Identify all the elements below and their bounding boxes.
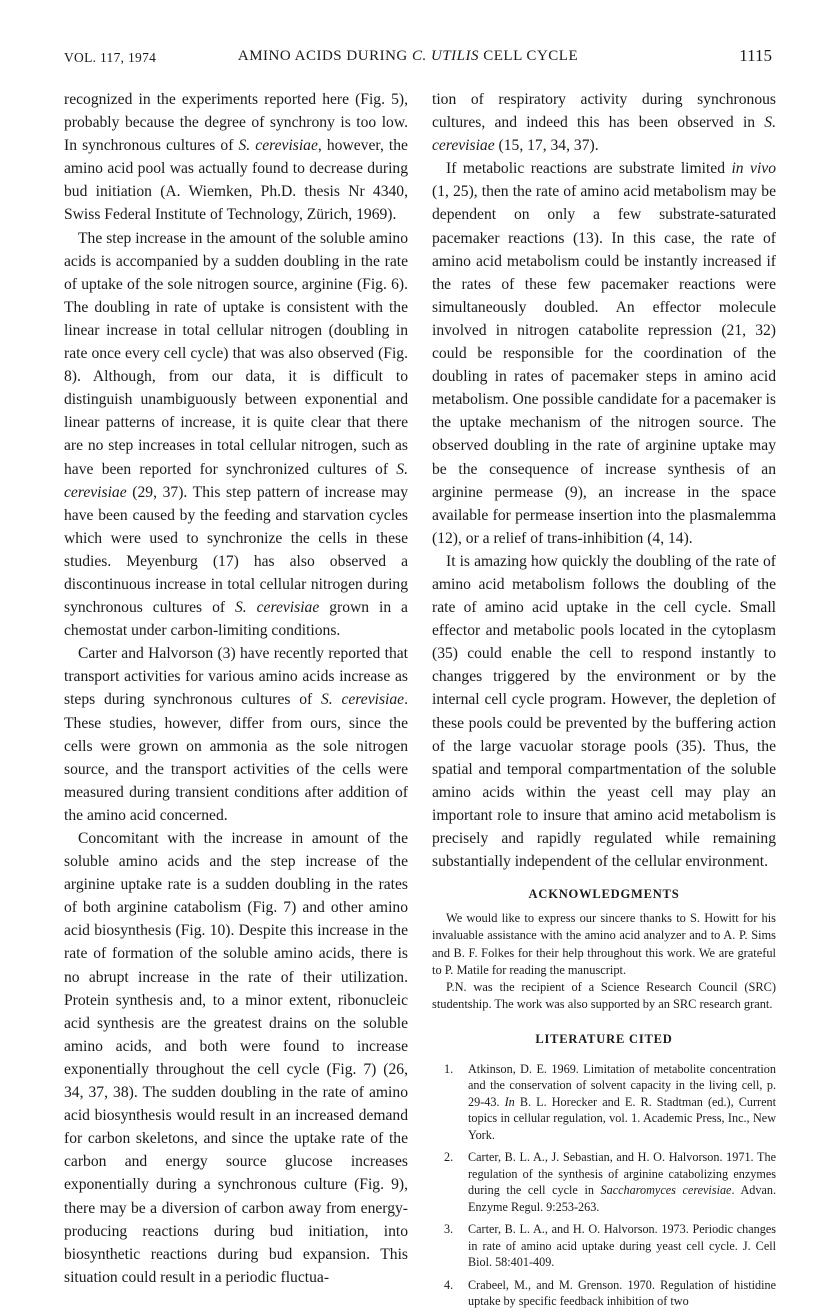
reference-list <box>432 1061 776 1310</box>
reference-item: 3. Carter, B. L. A., and H. O. Halvorson. 1973. Periodic changes in rate of amino acid uptake during yeast cell cycle. J. Cell Biol. 58:401-409. <box>444 1222 776 1270</box>
reference-item: 4. Crabeel, M., and M. Grenson. 1970. Regulation of histidine uptake by specific feedback inhibition of two <box>444 1277 776 1309</box>
page-number: 1115 <box>739 46 772 65</box>
ack-paragraph: P.N. was the recipient of a Science Research Council (SRC) studentship. The work was also supported by an SRC research grant. <box>432 980 776 1012</box>
left-column <box>64 88 408 1289</box>
paragraph: tion of respiratory activity during synchronous cultures, and indeed this has been observed in S. cerevisiae (15, 17, 34, 37). <box>432 91 776 155</box>
ack-paragraph: We would like to express our sincere thanks to S. Howitt for his invaluable assistance with the amino acid analyzer and to A. P. Sims and B. F. Folkes for their help throughout this work. We are grateful to P. Matile for reading the manuscript. <box>432 911 776 977</box>
paragraph: The step increase in the amount of the soluble amino acids is accompanied by a sudden doubling in the rate of uptake of the sole nitrogen source, arginine (Fig. 6). The doubling in rate of uptake is consistent with the linear increase in total cellular nitrogen (doubling in rate once every cell cycle) that was also observed (Fig. 8). Although, from our data, it is difficult to distinguish unambiguously between exponential and linear patterns of increase, it is quite clear that there are no step increases in total cellular nitrogen, such as have been reported for synchronized cultures of S. cerevisiae (29, 37). This step pattern of increase may have been caused by the feeding and starvation cycles which were used to synchronize the cells in these studies. Meyenburg (17) has also observed a discontinuous increase in total cellular nitrogen during synchronous cultures of S. cerevisiae grown in a chemostat under carbon-limiting conditions. <box>64 229 408 640</box>
journal-volume: VOL. 117, 1974 <box>64 50 157 65</box>
right-column <box>432 88 776 1316</box>
paragraph: Concomitant with the increase in amount of the soluble amino acids and the step increase of the arginine uptake rate is a sudden doubling in the rates of both arginine catabolism (Fig. 7) and other amino acid biosynthesis (Fig. 10). Despite this increase in the rate of formation of the soluble amino acids, there is no abrupt increase in the rate of their utilization. Protein synthesis and, to a minor extent, ribonucleic acid synthesis are the greatest drains on the soluble amino acids, and both were found to increase exponentially throughout the cell cycle (Fig. 7) (26, 34, 37, 38). The sudden doubling in the rate of amino acid biosynthesis would result in an increased demand for carbon skeletons, and since the uptake rate of the carbon and energy source glucose increases exponentially during a synchronous culture (Fig. 9), there may be a diversion of carbon away from energy-producing reactions during bud initiation, into biosynthetic reactions during bud expansion. This situation could result in a periodic fluctua- <box>64 830 408 1286</box>
running-title: AMINO ACIDS DURING C. UTILIS CELL CYCLE <box>237 48 579 64</box>
literature-heading: LITERATURE CITED <box>535 1031 673 1046</box>
paragraph: recognized in the experiments reported here (Fig. 5), probably because the degree of synchrony is too low. In synchronous cultures of S. cerevisiae, however, the amino acid pool was actually found to decrease during bud initiation (A. Wiemken, Ph.D. thesis Nr 4340, Swiss Federal Institute of Technology, Zürich, 1969). <box>64 91 408 224</box>
running-header <box>0 42 816 66</box>
paragraph: Carter and Halvorson (3) have recently reported that transport activities for various amino acids increase as steps during synchronous cultures of S. cerevisiae. These studies, however, differ from ours, since the cells were grown on ammonia as the sole nitrogen source, and the transport activities of the cells were measured during transient conditions after addition of the amino acid concerned. <box>64 645 408 824</box>
acknowledgments <box>432 910 776 1013</box>
reference-item: 1. Atkinson, D. E. 1969. Limitation of metabolite concentration and the conservation of solvent capacity in the living cell, p. 29-43. In B. L. Horecker and E. R. Stadtman (ed.), Current topics in cellular regulation, vol. 1. Academic Press, Inc., New York. <box>444 1061 776 1142</box>
acknowledgments-heading: ACKNOWLEDGMENTS <box>528 887 680 902</box>
reference-item: 2. Carter, B. L. A., J. Sebastian, and H. O. Halvorson. 1971. The regulation of the synthesis of arginine catabolizing enzymes during the cell cycle in Saccharomyces cerevisiae. Advan. Enzyme Regul. 9:253-263. <box>444 1150 776 1214</box>
paragraph: It is amazing how quickly the doubling of the rate of amino acid metabolism follows the doubling of the rate of amino acid uptake in the cell cycle. Small effector and metabolic pools located in the cytoplasm (35) could enable the cell to respond instantly to changes triggered by the environment or by the internal cell cycle program. However, the depletion of these pools could be prevented by the buffering action of the large vacuolar storage pools (35). Thus, the spatial and temporal compartmentation of the soluble amino acids within the yeast cell may play an important role to insure that amino acid metabolism is precisely and rapidly regulated while remaining substantially independent of the cellular environment. <box>432 552 776 871</box>
paragraph: If metabolic reactions are substrate limited in vivo (1, 25), then the rate of amino acid metabolism may be dependent on only a few substrate-saturated pacemaker reactions (13). In this case, the rate of amino acid metabolism could be instantly increased if the rates of these few pacemaker reactions were simultaneously doubled. An effector molecule involved in nitrogen catabolite repression (21, 32) could be responsible for the coordination of the doubling in rates of pacemaker steps in amino acid metabolism. One possible candidate for a pacemaker is the uptake mechanism of the nitrogen source. The observed doubling in the rate of arginine uptake may be the consequence of increase synthesis of an arginine permease (9), an increase in the space available for permease insertion into the plasmalemma (12), or a relief of trans-inhibition (4, 14). <box>432 160 776 547</box>
